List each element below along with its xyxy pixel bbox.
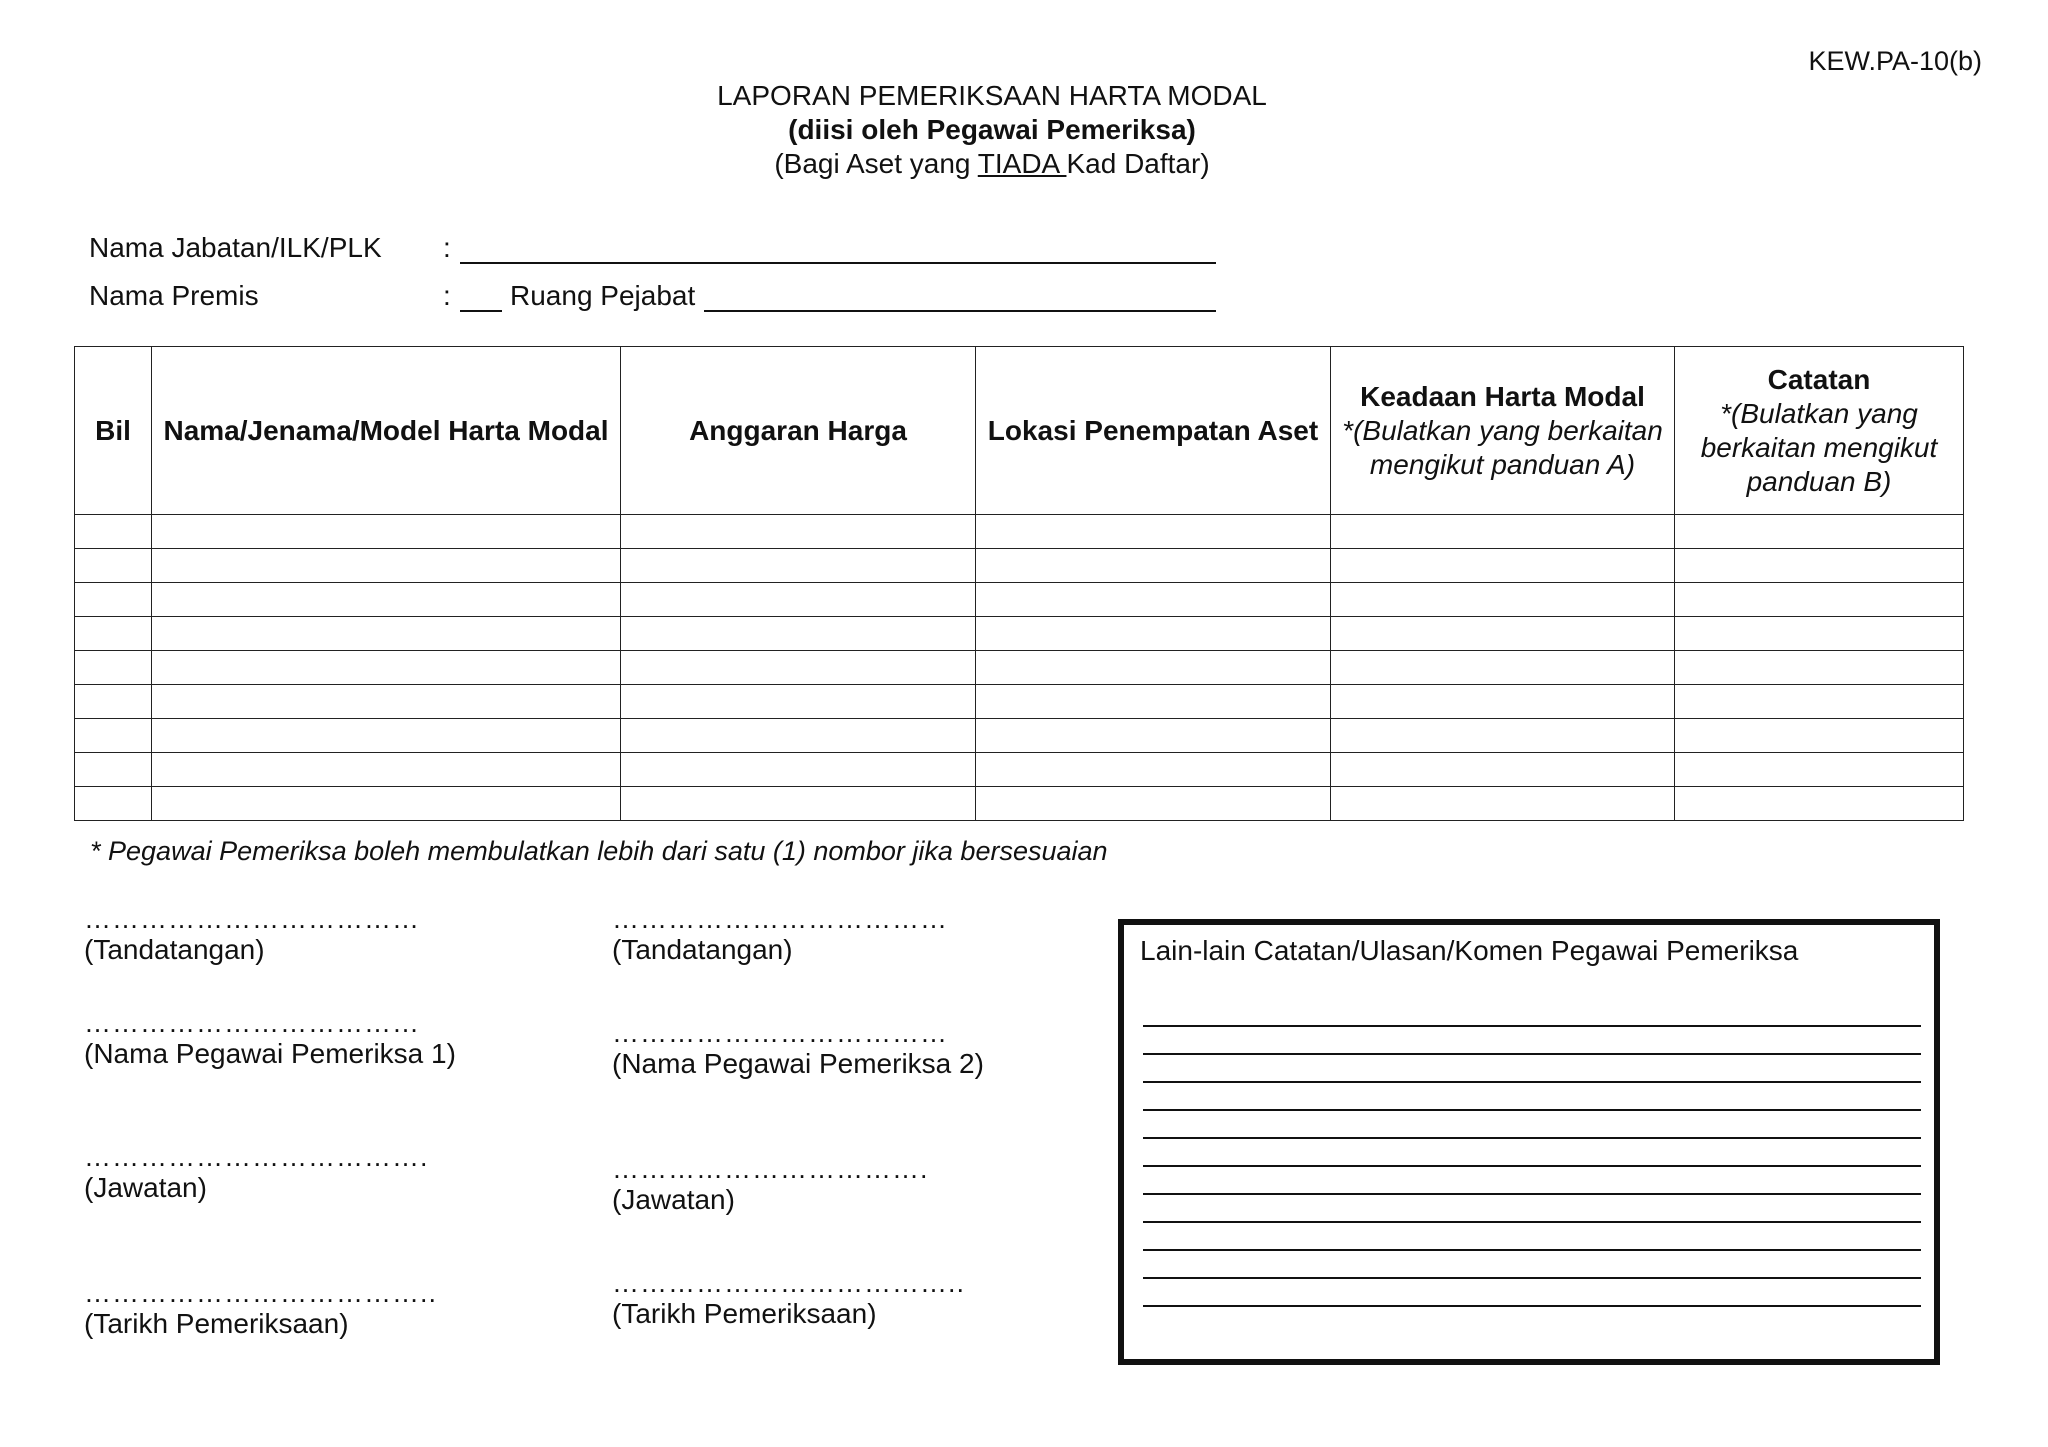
subtitle-suffix: Kad Daftar) (1066, 148, 1210, 179)
table-row (75, 719, 1964, 753)
table-cell[interactable] (976, 753, 1331, 787)
officer1-name-line[interactable]: ……………………………… (84, 1008, 420, 1038)
table-row (75, 651, 1964, 685)
table-cell[interactable] (621, 583, 976, 617)
premises-label: Nama Premis (89, 280, 259, 311)
asset-table (74, 346, 1964, 821)
page-subtitle-asset-note (0, 148, 1984, 180)
table-header-row (75, 347, 1964, 515)
officer1-position-line[interactable]: ………………………………. (84, 1142, 429, 1172)
department-field[interactable] (460, 236, 1216, 264)
form-code: KEW.PA-10(b) (1808, 46, 1982, 76)
table-cell[interactable] (152, 651, 621, 685)
officer2-position-label: (Jawatan) (612, 1184, 735, 1215)
comment-line[interactable] (1143, 1249, 1921, 1251)
comment-line[interactable] (1143, 1137, 1921, 1139)
col-header-bil: Bil (75, 347, 152, 515)
table-cell[interactable] (75, 549, 152, 583)
officer1-date-label: (Tarikh Pemeriksaan) (84, 1308, 349, 1339)
table-cell[interactable] (976, 719, 1331, 753)
comment-line[interactable] (1143, 1165, 1921, 1167)
table-cell[interactable] (152, 617, 621, 651)
subtitle-prefix: (Bagi Aset yang (774, 148, 978, 179)
table-cell[interactable] (976, 549, 1331, 583)
table-cell[interactable] (152, 787, 621, 821)
col-header-condition: Keadaan Harta Modal *(Bulatkan yang berkaitan mengikut panduan A) (1331, 347, 1675, 515)
table-cell[interactable] (152, 753, 621, 787)
table-row (75, 787, 1964, 821)
table-cell[interactable] (1675, 685, 1964, 719)
page-subtitle: (diisi oleh Pegawai Pemeriksa) (788, 114, 1196, 145)
table-cell[interactable] (1675, 753, 1964, 787)
table-cell[interactable] (1675, 549, 1964, 583)
col-header-estimated-price: Anggaran Harga (621, 347, 976, 515)
table-cell[interactable] (621, 719, 976, 753)
officer2-name-label: (Nama Pegawai Pemeriksa 2) (612, 1048, 984, 1079)
table-cell[interactable] (152, 549, 621, 583)
comment-line[interactable] (1143, 1025, 1921, 1027)
table-cell[interactable] (621, 685, 976, 719)
col-header-notes: Catatan *(Bulatkan yang berkaitan mengikut panduan B) (1675, 347, 1964, 515)
officer1-signature-line[interactable]: ……………………………… (84, 904, 420, 934)
table-cell[interactable] (1331, 583, 1675, 617)
table-cell[interactable] (1331, 651, 1675, 685)
col-header-location: Lokasi Penempatan Aset (976, 347, 1331, 515)
table-cell[interactable] (75, 685, 152, 719)
table-cell[interactable] (75, 583, 152, 617)
col-header-condition-note: *(Bulatkan yang berkaitan mengikut panduan A) (1342, 414, 1663, 480)
footnote: * Pegawai Pemeriksa boleh membulatkan lebih dari satu (1) nombor jika bersesuaian (90, 836, 1108, 866)
table-row (75, 515, 1964, 549)
table-cell[interactable] (75, 651, 152, 685)
comment-line[interactable] (1143, 1053, 1921, 1055)
officer2-signature-label: (Tandatangan) (612, 934, 793, 965)
table-cell[interactable] (976, 515, 1331, 549)
table-cell[interactable] (621, 787, 976, 821)
premises-field[interactable] (704, 284, 1216, 312)
comment-line[interactable] (1143, 1221, 1921, 1223)
table-cell[interactable] (1675, 651, 1964, 685)
officer2-signature-line[interactable]: ……………………………… (612, 904, 948, 934)
officer1-signature-label: (Tandatangan) (84, 934, 265, 965)
department-colon: : (443, 232, 451, 263)
col-header-asset-name: Nama/Jenama/Model Harta Modal (152, 347, 621, 515)
comment-line[interactable] (1143, 1305, 1921, 1307)
table-cell[interactable] (621, 651, 976, 685)
table-cell[interactable] (152, 719, 621, 753)
table-cell[interactable] (75, 515, 152, 549)
premises-field-prefix-line (460, 284, 502, 312)
table-cell[interactable] (621, 753, 976, 787)
table-cell[interactable] (1331, 719, 1675, 753)
officer2-name-line[interactable]: ……………………………… (612, 1018, 948, 1048)
page-title: LAPORAN PEMERIKSAAN HARTA MODAL (717, 80, 1267, 111)
table-cell[interactable] (152, 583, 621, 617)
table-row (75, 549, 1964, 583)
table-cell[interactable] (621, 515, 976, 549)
officer1-name-label: (Nama Pegawai Pemeriksa 1) (84, 1038, 456, 1069)
table-cell[interactable] (1675, 617, 1964, 651)
officer2-date-label: (Tarikh Pemeriksaan) (612, 1298, 877, 1329)
table-cell[interactable] (152, 685, 621, 719)
table-cell[interactable] (1331, 617, 1675, 651)
department-label: Nama Jabatan/ILK/PLK (89, 232, 382, 263)
comment-line[interactable] (1143, 1193, 1921, 1195)
officer2-date-line[interactable]: ……………………………….. (612, 1268, 966, 1298)
table-cell[interactable] (1675, 515, 1964, 549)
subtitle-underlined-word: TIADA (977, 148, 1067, 179)
table-cell[interactable] (75, 787, 152, 821)
table-cell[interactable] (1331, 685, 1675, 719)
table-cell[interactable] (1331, 753, 1675, 787)
table-cell[interactable] (75, 617, 152, 651)
premises-value[interactable]: Ruang Pejabat (510, 280, 696, 311)
table-cell[interactable] (75, 753, 152, 787)
comment-line[interactable] (1143, 1277, 1921, 1279)
table-row (75, 753, 1964, 787)
col-header-notes-note: *(Bulatkan yang berkaitan mengikut panduan B) (1700, 397, 1938, 497)
table-row (75, 617, 1964, 651)
table-cell[interactable] (1675, 583, 1964, 617)
premises-colon: : (443, 280, 451, 311)
table-cell[interactable] (1675, 787, 1964, 821)
table-cell[interactable] (1331, 515, 1675, 549)
officer1-position-label: (Jawatan) (84, 1172, 207, 1203)
table-row (75, 685, 1964, 719)
table-cell[interactable] (1675, 719, 1964, 753)
table-cell[interactable] (1331, 549, 1675, 583)
table-cell[interactable] (621, 617, 976, 651)
table-cell[interactable] (152, 515, 621, 549)
table-cell[interactable] (976, 617, 1331, 651)
comments-box-title: Lain-lain Catatan/Ulasan/Komen Pegawai Pemeriksa (1140, 935, 1799, 966)
officer1-date-line[interactable]: ……………………………….. (84, 1278, 438, 1308)
table-cell[interactable] (976, 685, 1331, 719)
table-row (75, 583, 1964, 617)
table-cell[interactable] (1331, 787, 1675, 821)
table-cell[interactable] (976, 787, 1331, 821)
table-cell[interactable] (75, 719, 152, 753)
comments-box (1118, 919, 1940, 1365)
table-cell[interactable] (621, 549, 976, 583)
table-cell[interactable] (976, 651, 1331, 685)
table-cell[interactable] (976, 583, 1331, 617)
officer2-position-line[interactable]: ……………………………. (612, 1154, 929, 1184)
comment-line[interactable] (1143, 1081, 1921, 1083)
comment-line[interactable] (1143, 1109, 1921, 1111)
